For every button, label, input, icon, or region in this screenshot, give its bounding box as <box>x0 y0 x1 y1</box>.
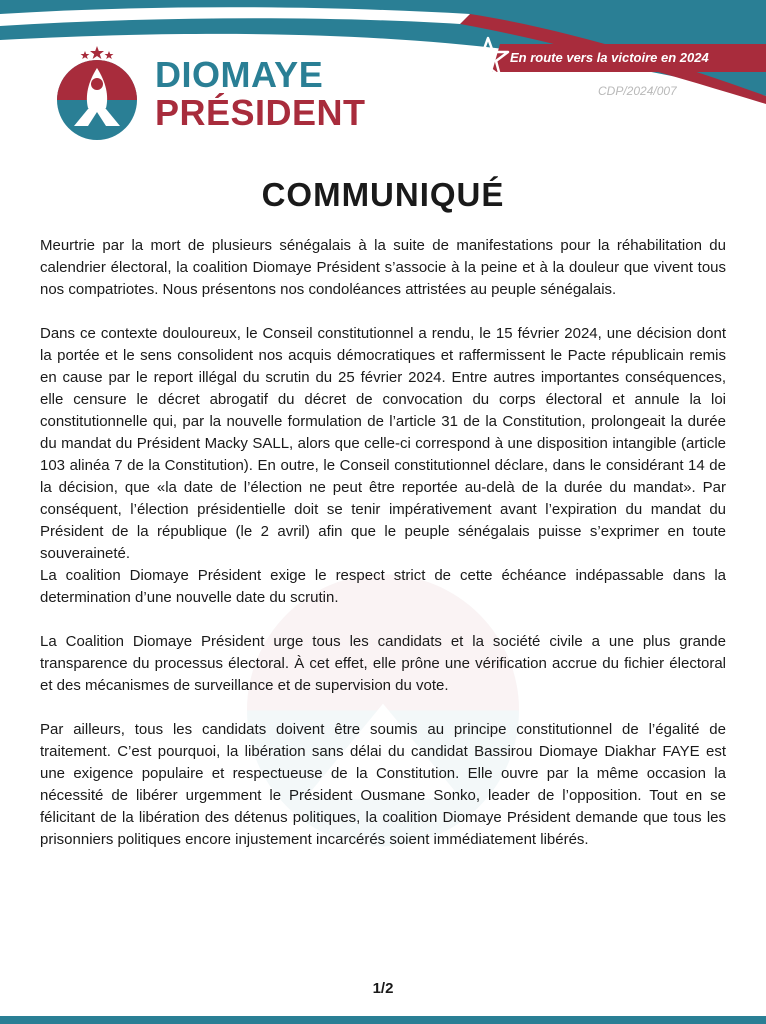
footer-bar <box>0 1016 766 1024</box>
paragraph-constitutional-decision: Dans ce contexte douloureux, le Conseil constitutionnel a rendu, le 15 février 2024, une décision dont la portée et le sens consolident nos acquis démocratiques et raffermissent le Pacte républicain remis en cause par le report illégal du scrutin du 25 février 2024. Entre autres importantes conséquences, elle censure le décret abrogatif du décret de convocation du corps électoral et annule la loi constitutionnelle qui, par la nouvelle formulation de l’article 31 de la Constitution, prolongeait la durée du mandat du Président Macky SALL, alors que celle-ci correspond à une disposition intangible (article 103 alinéa 7 de la Constitution). En outre, le Conseil constitutionnel déclare, dans le considérant 14 de la décision, que «la date de l’élection ne peut être reportée au-delà de la durée du mandat». Par conséquent, l’élection présidentielle doit se tenir impérativement avant l’expiration du mandat du Président de la république (le 2 avril) afin que le peuple sénégalais puisse s’exprimer en toute souveraineté. <box>40 325 726 562</box>
reference-number: CDP/2024/007 <box>598 84 677 98</box>
brand-line-1: DIOMAYE <box>155 54 324 95</box>
coalition-logo <box>52 44 142 144</box>
slogan-text: En route vers la victoire en 2024 <box>510 50 709 65</box>
paragraph-deadline-demand: La coalition Diomaye Président exige le respect strict de cette échéance indépassable dans la determination d’une nouvelle date du scrutin. <box>40 567 726 606</box>
brand-line-2: PRÉSIDENT <box>155 92 366 133</box>
paragraph-condolences: Meurtrie par la mort de plusieurs sénégalais à la suite de manifestations pour la réhabilitation du calendrier électoral, la coalition Diomaye Président s’associe à la peine et à la douleur que vivent tous nos compatriotes. Nous présentons nos condoléances attristées au peuple sénégalais. <box>40 237 726 298</box>
document-title: COMMUNIQUÉ <box>261 176 505 213</box>
brand-name <box>155 54 366 133</box>
page-number: 1/2 <box>372 980 394 997</box>
document-body <box>40 235 726 851</box>
paragraph-transparency: La Coalition Diomaye Président urge tous les candidats et la société civile a une plus grande transparence du processus électoral. À cet effet, elle prône une vérification accrue du fichier électoral et des mécanismes de surveillance et de supervision du vote. <box>40 633 726 694</box>
paragraph-equal-treatment: Par ailleurs, tous les candidats doivent être soumis au principe constitutionnel de l’égalité de traitement. C’est pourquoi, la libération sans délai du candidat Bassirou Diomaye Diakhar FAYE est une exigence populaire et respectueuse de la Constitution. Elle ouvre par la même occasion la nécessité de libérer urgemment le Président Ousmane Sonko, leader de l’opposition. Tout en se félicitant de la libération des détenus politiques, la coalition Diomaye Président demande que tous les prisonniers politiques encore injustement incarcérés soient immédiatement libérés. <box>40 721 726 848</box>
